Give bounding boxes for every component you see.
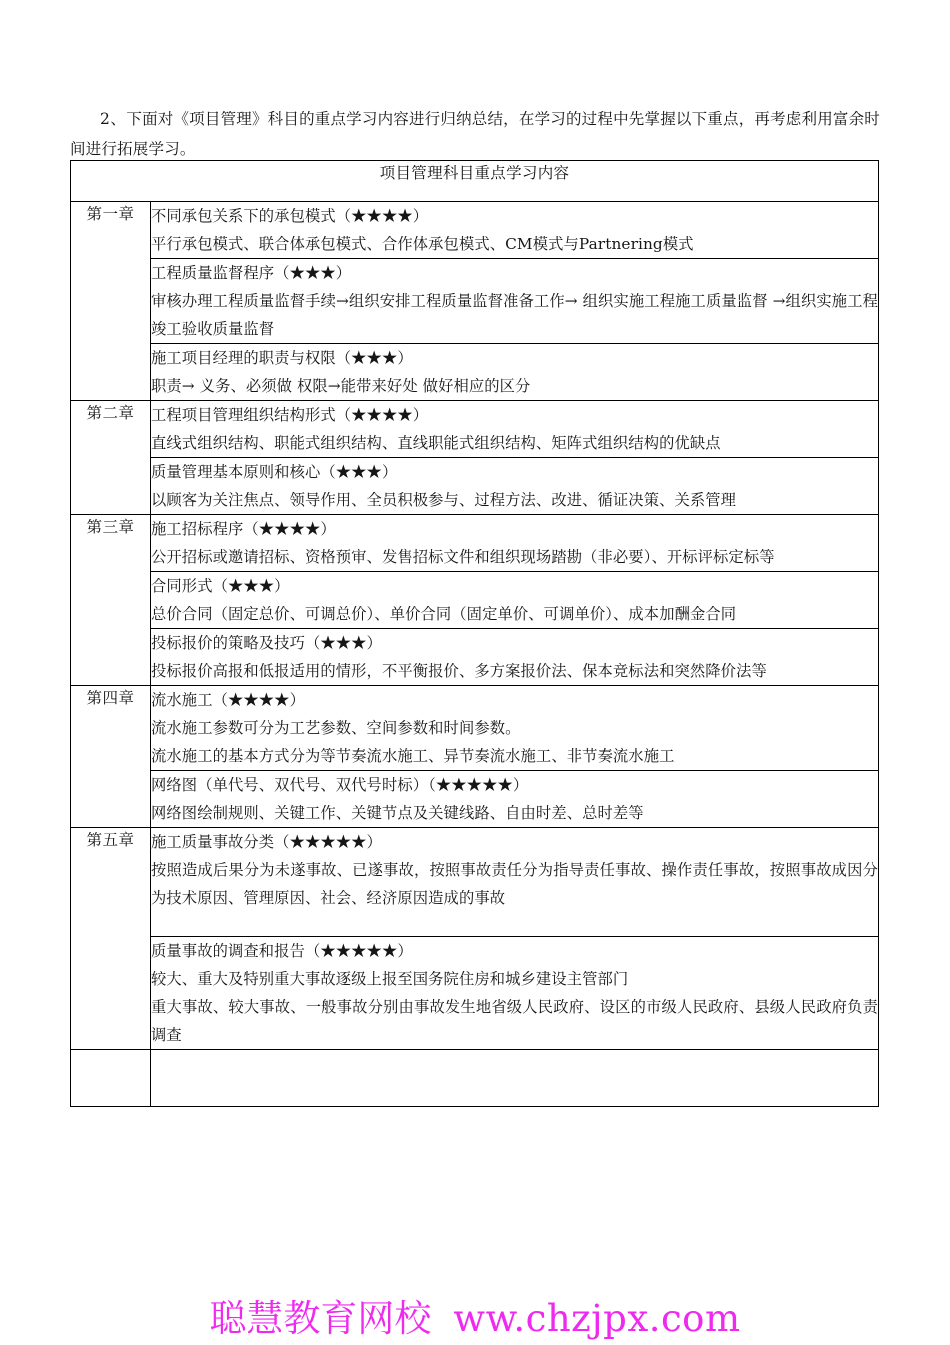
topic-detail: 总价合同（固定总价、可调总价）、单价合同（固定单价、可调单价）、成本加酬金合同 (151, 605, 737, 623)
study-content-table-wrapper (70, 160, 878, 1107)
topic-title: 施工招标程序（★★★★） (151, 520, 336, 538)
table-title: 项目管理科目重点学习内容 (379, 164, 570, 182)
topic-cell (151, 771, 879, 828)
chapter-label-5: 第五章 (71, 828, 151, 1050)
table-row (71, 259, 879, 344)
topic-cell (151, 401, 879, 458)
topic-cell (151, 515, 879, 572)
table-title-cell (71, 161, 879, 202)
topic-title: 工程项目管理组织结构形式（★★★★） (151, 406, 429, 424)
topic-cell (151, 828, 879, 937)
topic-title: 投标报价的策略及技巧（★★★） (151, 634, 382, 652)
topic-title: 网络图（单代号、双代号、双代号时标）（★★★★★） (151, 776, 529, 794)
topic-cell (151, 572, 879, 629)
topic-cell (151, 937, 879, 1050)
watermark-url: ww.chzjpx.com (453, 1297, 741, 1340)
table-row (71, 458, 879, 515)
topic-title: 不同承包关系下的承包模式（★★★★） (151, 207, 429, 225)
topic-detail: 平行承包模式、联合体承包模式、合作体承包模式、CM模式与Partnering模式 (151, 235, 694, 253)
table-trailing-row (71, 1050, 879, 1107)
table-row (71, 686, 879, 771)
chapter-label-2: 第二章 (71, 401, 151, 515)
watermark-brand: 聪慧教育网校 (209, 1297, 432, 1340)
topic-cell (151, 458, 879, 515)
topic-detail: 公开招标或邀请招标、资格预审、发售招标文件和组织现场踏勘（非必要）、开标评标定标等 (151, 548, 775, 566)
topic-cell (151, 344, 879, 401)
topic-detail: 网络图绘制规则、关键工作、关键节点及关键线路、自由时差、总时差等 (151, 804, 644, 822)
table-row (71, 771, 879, 828)
topic-title: 施工项目经理的职责与权限（★★★） (151, 349, 413, 367)
topic-title: 合同形式（★★★） (151, 577, 290, 595)
topic-detail: 较大、重大及特别重大事故逐级上报至国务院住房和城乡建设主管部门 (151, 970, 629, 988)
table-row (71, 515, 879, 572)
intro-number: 2、 (100, 109, 127, 128)
chapter-label-3: 第三章 (71, 515, 151, 686)
trailing-chapter-cell (71, 1050, 151, 1107)
table-row (71, 401, 879, 458)
table-row (71, 202, 879, 259)
footer-watermark (0, 1296, 950, 1342)
chapter-label-4: 第四章 (71, 686, 151, 828)
topic-cell (151, 202, 879, 259)
table-row (71, 629, 879, 686)
table-row (71, 344, 879, 401)
topic-detail: 以顾客为关注焦点、领导作用、全员积极参与、过程方法、改进、循证决策、关系管理 (151, 491, 737, 509)
table-row (71, 937, 879, 1050)
topic-cell (151, 686, 879, 771)
topic-detail: 流水施工参数可分为工艺参数、空间参数和时间参数。 (151, 719, 521, 737)
trailing-empty-cell (151, 1050, 879, 1107)
topic-title: 质量事故的调查和报告（★★★★★） (151, 942, 413, 960)
topic-detail-2: 流水施工的基本方式分为等节奏流水施工、异节奏流水施工、非节奏流水施工 (151, 747, 675, 765)
topic-title: 施工质量事故分类（★★★★★） (151, 833, 382, 851)
table-header-row (71, 161, 879, 202)
topic-detail: 直线式组织结构、职能式组织结构、直线职能式组织结构、矩阵式组织结构的优缺点 (151, 434, 721, 452)
table-row (71, 828, 879, 937)
topic-detail-2: 重大事故、较大事故、一般事故分别由事故发生地省级人民政府、设区的市级人民政府、县级人民政府负责调查 (151, 998, 879, 1044)
topic-detail: 职责→ 义务、必须做 权限→能带来好处 做好相应的区分 (151, 377, 531, 395)
topic-cell (151, 259, 879, 344)
study-content-table (70, 160, 879, 1107)
topic-title: 流水施工（★★★★） (151, 691, 305, 709)
table-row (71, 572, 879, 629)
intro-paragraph (70, 104, 880, 164)
topic-detail: 投标报价高报和低报适用的情形，不平衡报价、多方案报价法、保本竞标法和突然降价法等 (151, 662, 767, 680)
topic-title: 质量管理基本原则和核心（★★★） (151, 463, 398, 481)
topic-detail: 审核办理工程质量监督手续→组织安排工程质量监督准备工作→ 组织实施工程施工质量监督 →组织实施工程竣工验收质量监督 (151, 292, 879, 338)
intro-text: 下面对《项目管理》科目的重点学习内容进行归纳总结，在学习的过程中先掌握以下重点，再考虑利用富余时间进行拓展学习。 (70, 109, 880, 158)
chapter-label-1: 第一章 (71, 202, 151, 401)
topic-detail: 按照造成后果分为未遂事故、已遂事故，按照事故责任分为指导责任事故、操作责任事故，按照事故成因分为技术原因、管理原因、社会、经济原因造成的事故 (151, 861, 879, 907)
topic-title: 工程质量监督程序（★★★） (151, 264, 352, 282)
topic-cell (151, 629, 879, 686)
